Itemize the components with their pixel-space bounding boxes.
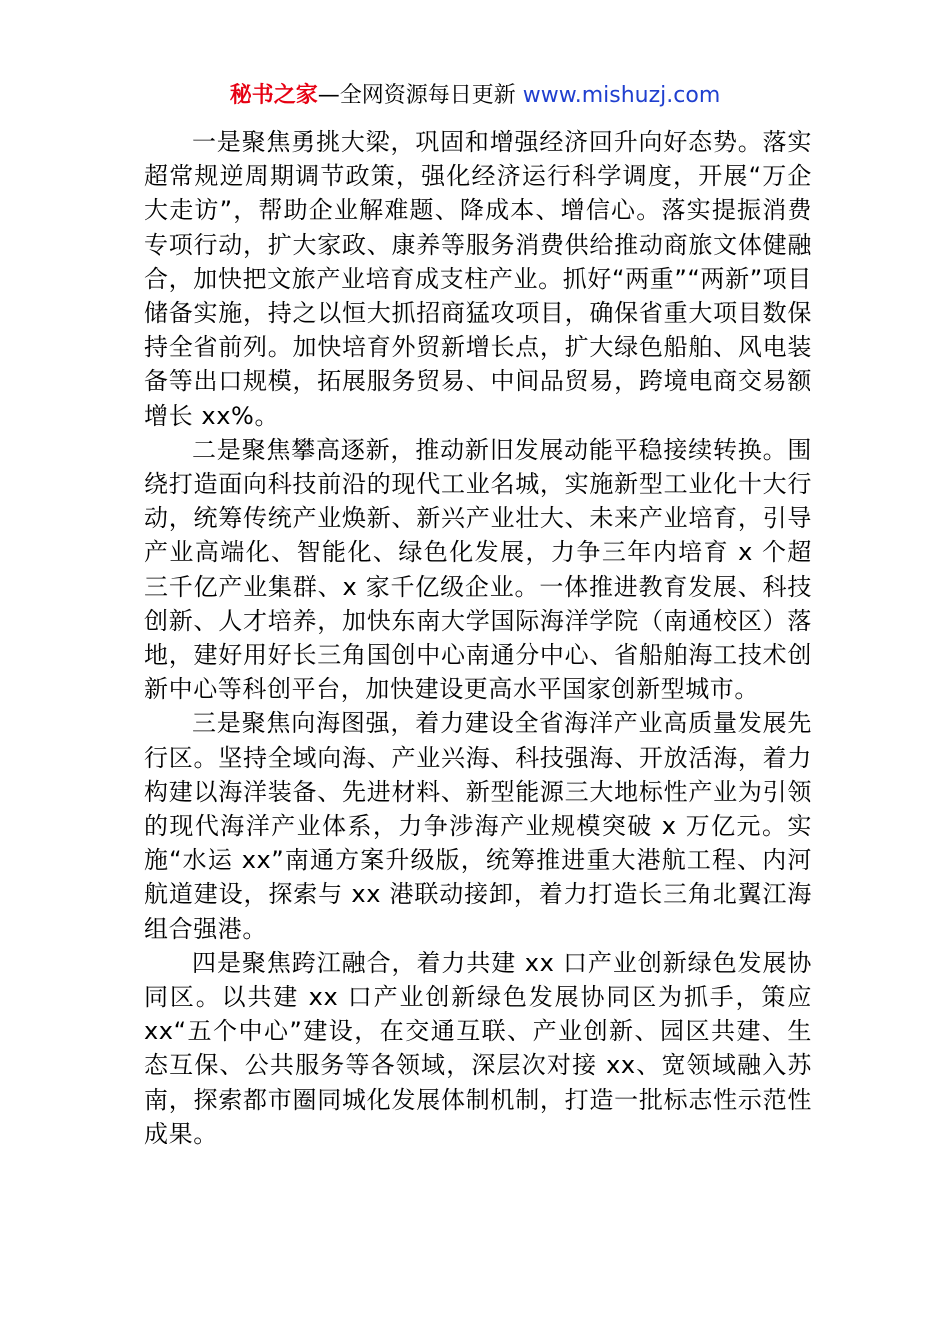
- site-tagline: —全网资源每日更新: [317, 83, 516, 108]
- paragraph-2: 二是聚焦攀高逐新，推动新旧发展动能平稳接续转换。围绕打造面向科技前沿的现代工业名城，实施新型工业化十大行动，统筹传统产业焕新、新兴产业壮大、未来产业培育，引导产业高端化、智能化、绿色化发展，力争三年内培育 x 个超三千亿产业集群、x 家千亿级企业。一体推进教育发展、科技创新、人才培养，加快东南大学国际海洋学院（南通校区）落地，建好用好长三角国创中心南通分中心、省船舶海工技术创新中心等科创平台，加快建设更高水平国家创新型城市。: [144, 435, 812, 704]
- paragraph-3: 三是聚焦向海图强，着力建设全省海洋产业高质量发展先行区。坚持全域向海、产业兴海、科技强海、开放活海，着力构建以海洋装备、先进材料、新型能源三大地标性产业为引领的现代海洋产业体系，力争涉海产业规模突破 x 万亿元。实施“水运 xx”南通方案升级版，统筹推进重大港航工程、内河航道建设，探索与 xx 港联动接卸，着力打造长三角北翼江海组合强港。: [144, 709, 812, 943]
- paragraph-4: 四是聚焦跨江融合，着力共建 xx 口产业创新绿色发展协同区。以共建 xx 口产业创新绿色发展协同区为抓手，策应 xx“五个中心”建设，在交通互联、产业创新、园区共建、生态互保、公共服务等各领域，深层次对接 xx、宽领域融入苏南，探索都市圈同城化发展体制机制，打造一批标志性示范性成果。: [144, 948, 812, 1148]
- document-body: [144, 125, 812, 1151]
- paragraph-1: 一是聚焦勇挑大梁，巩固和增强经济回升向好态势。落实超常规逆周期调节政策，强化经济运行科学调度，开展“万企大走访”，帮助企业解难题、降成本、增信心。落实提振消费专项行动，扩大家政、康养等服务消费供给推动商旅文体健融合，加快把文旅产业培育成支柱产业。抓好“两重”“两新”项目储备实施，持之以恒大抓招商猛攻项目，确保省重大项目数保持全省前列。加快培育外贸新增长点，扩大绿色船舶、风电装备等出口规模，拓展服务贸易、中间品贸易，跨境电商交易额增长 xx%。: [144, 128, 812, 430]
- site-header: [0, 80, 950, 112]
- site-brand: 秘书之家: [229, 83, 318, 108]
- site-url-link[interactable]: www.mishuzj.com: [522, 83, 721, 108]
